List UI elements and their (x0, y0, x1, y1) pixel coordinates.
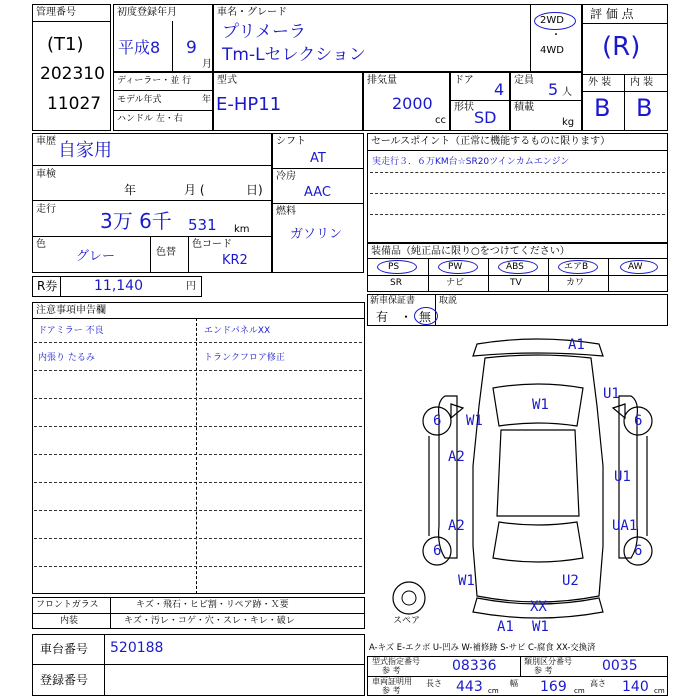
interior-label: 内装 (60, 616, 79, 626)
hgt-value: 140 (622, 679, 649, 695)
reg-label: 初度登録年月 (117, 7, 177, 18)
typeno-value: 08336 (452, 658, 497, 674)
note-l1: ドアミラー 不良 (38, 326, 104, 336)
ac-label: 冷房 (276, 171, 296, 182)
drive-dot: ・ (551, 30, 561, 41)
dmg-u2: U2 (562, 573, 579, 589)
typeno-sub: 参 考 (382, 666, 401, 675)
cap-label: 定員 (514, 75, 534, 86)
eval-score: (R) (602, 32, 641, 62)
wid-label: 幅 (510, 679, 518, 688)
regno-label: 登録番号 (40, 673, 89, 687)
shaken-label: 車検 (36, 169, 56, 180)
dmg-6-rf: 6 (634, 413, 643, 429)
sales-label: セールスポイント（正常に機能するものに限ります） (371, 136, 611, 147)
car-label: 車名・グレード (217, 7, 287, 18)
classno-value: 0035 (602, 658, 638, 674)
eval-label: 評 価 点 (590, 7, 634, 21)
dealer-label: ディーラー・並 行 (117, 76, 192, 86)
shift-value: AT (310, 151, 326, 166)
ac-value: AAC (304, 185, 331, 200)
equip-ps: PS (388, 262, 400, 272)
rcert-value: 11,140 (94, 278, 143, 294)
interior-value: キズ・汚レ・コゲ・穴・スレ・キレ・破レ (124, 616, 295, 626)
cap-unit: 人 (562, 87, 572, 98)
dmg-6-lr: 6 (433, 543, 442, 559)
classno-sub: 参 考 (534, 666, 553, 675)
dmg-xx: XX (530, 599, 547, 615)
classno-label: 類別区分番号 (524, 657, 572, 666)
mileage-unit: km (234, 224, 250, 235)
rcert-unit: 円 (186, 281, 196, 292)
equip-abs: ABS (506, 262, 524, 272)
dmg-a2-l: A2 (448, 449, 465, 465)
color-change-label: 色替 (156, 247, 176, 258)
dmg-w1-roof: W1 (532, 397, 549, 413)
warranty-dot: ・ (400, 310, 413, 324)
equip-sr: SR (390, 278, 402, 288)
warranty-yes: 有 (376, 310, 389, 324)
dmg-w1-bottom: W1 (532, 619, 549, 635)
dmg-u1-rf: U1 (603, 386, 620, 402)
glass-label: フロントガラス (36, 600, 99, 610)
note-l2: 内張り たるみ (38, 353, 95, 363)
equip-leather: カワ (566, 278, 585, 288)
dmg-w1-lf: W1 (466, 413, 483, 429)
shaken-m: 月 ( (184, 183, 205, 197)
hgt-unit: cm (654, 687, 665, 695)
dmg-w1-lr: W1 (458, 573, 475, 589)
reg-era: 平成8 (118, 38, 161, 57)
shape-value: SD (474, 108, 497, 127)
int-grade: B (636, 94, 653, 122)
mgmt-num2: 11027 (47, 94, 102, 114)
dmg-u1-r: U1 (614, 469, 631, 485)
use-label: 車歴 (36, 136, 56, 147)
dmg-a1-top: A1 (568, 337, 585, 353)
dims-sub: 参 考 (382, 686, 401, 695)
note-r1: エンドパネルXX (204, 326, 271, 336)
year-unit: 年 (202, 95, 212, 105)
shaken-d: 日) (246, 183, 263, 197)
dmg-6-rr: 6 (634, 543, 643, 559)
fuel-value: ガソリン (290, 227, 343, 242)
len-label: 長さ (426, 679, 442, 688)
chassis-label: 車台番号 (40, 642, 89, 656)
dims-label: 車両証明用 (372, 677, 412, 686)
reg-month: 9 (186, 38, 197, 58)
car-name: プリメーラ (222, 22, 306, 42)
equip-navi: ナビ (446, 278, 465, 288)
dmg-6-lf: 6 (433, 413, 442, 429)
disp-value: 2000 (392, 94, 433, 113)
spare-label: スペア (393, 616, 421, 626)
typeno-label: 型式指定番号 (372, 657, 420, 666)
equip-pw: PW (448, 262, 463, 272)
equip-aw: AW (628, 262, 643, 272)
dmg-a2-l2: A2 (448, 518, 465, 534)
shift-label: シフト (276, 136, 306, 147)
int-label: 内 装 (630, 77, 654, 88)
wid-value: 169 (540, 679, 567, 695)
note-r2: トランクフロア修正 (204, 353, 285, 363)
shape-label: 形状 (454, 102, 474, 113)
disp-unit: cc (435, 115, 446, 126)
mileage-value: 3万 6千 (100, 209, 172, 233)
ext-label: 外 装 (588, 77, 612, 88)
len-value: 443 (456, 679, 483, 695)
use-value: 自家用 (58, 140, 112, 161)
cap-value: 5 (548, 80, 559, 99)
damage-legend: A-キズ E-エクボ U-凹み W-補修跡 S-サビ C-腐食 XX-交換済 (369, 642, 596, 652)
drive-4wd: 4WD (540, 45, 564, 56)
reg-month-unit: 月 (202, 59, 212, 70)
manual-label: 取説 (439, 296, 458, 306)
wid-unit: cm (574, 687, 585, 695)
glass-value: キズ・飛石・ヒビ割・リペア跡・Ｘ要 (136, 600, 289, 610)
load-unit: kg (562, 117, 575, 128)
warranty-label: 新車保証書 (370, 296, 416, 306)
model-label: 型式 (217, 75, 237, 86)
mileage-sub: 531 (188, 216, 217, 234)
dmg-a1-bottom: A1 (497, 619, 514, 635)
mileage-label: 走行 (36, 204, 56, 215)
disp-label: 排気量 (367, 75, 397, 86)
mgmt-num1: 202310 (40, 64, 105, 84)
warranty-no: 無 (419, 310, 432, 324)
equip-tv: TV (510, 278, 522, 288)
color-code: KR2 (222, 253, 248, 268)
ext-grade: B (594, 94, 611, 122)
load-label: 積載 (514, 102, 534, 113)
model-value: E-HP11 (216, 94, 282, 115)
mgmt-code: (T1) (47, 34, 84, 55)
dmg-ua1-r: UA1 (612, 518, 638, 534)
mgmt-label: 管理番号 (36, 7, 76, 18)
rcert-label: R券 (37, 279, 58, 293)
equip-airbag: エアB (564, 262, 589, 272)
handle-label: ハンドル 左・右 (117, 114, 183, 124)
sales-line1: 実走行３．６万KM台☆SR20ツインカムエンジン (372, 157, 570, 167)
drive-2wd: 2WD (540, 15, 564, 26)
model-year-label: モデル年式 (117, 95, 162, 105)
color-value: グレー (76, 249, 116, 264)
chassis-value: 520188 (110, 640, 164, 656)
color-code-label: 色コード (192, 239, 232, 250)
car-grade: Tm-Lセレクション (222, 45, 366, 65)
notes-box (32, 302, 365, 594)
len-unit: cm (488, 687, 499, 695)
notes-label: 注意事項申告欄 (36, 305, 106, 316)
shaken-y: 年 (124, 183, 137, 197)
fuel-label: 燃料 (276, 206, 296, 217)
door-value: 4 (494, 80, 505, 99)
hgt-label: 高さ (590, 679, 606, 688)
equip-label: 装備品（純正品に限り○をつけてください） (371, 246, 570, 257)
color-label: 色 (36, 239, 46, 250)
door-label: ドア (454, 75, 474, 86)
